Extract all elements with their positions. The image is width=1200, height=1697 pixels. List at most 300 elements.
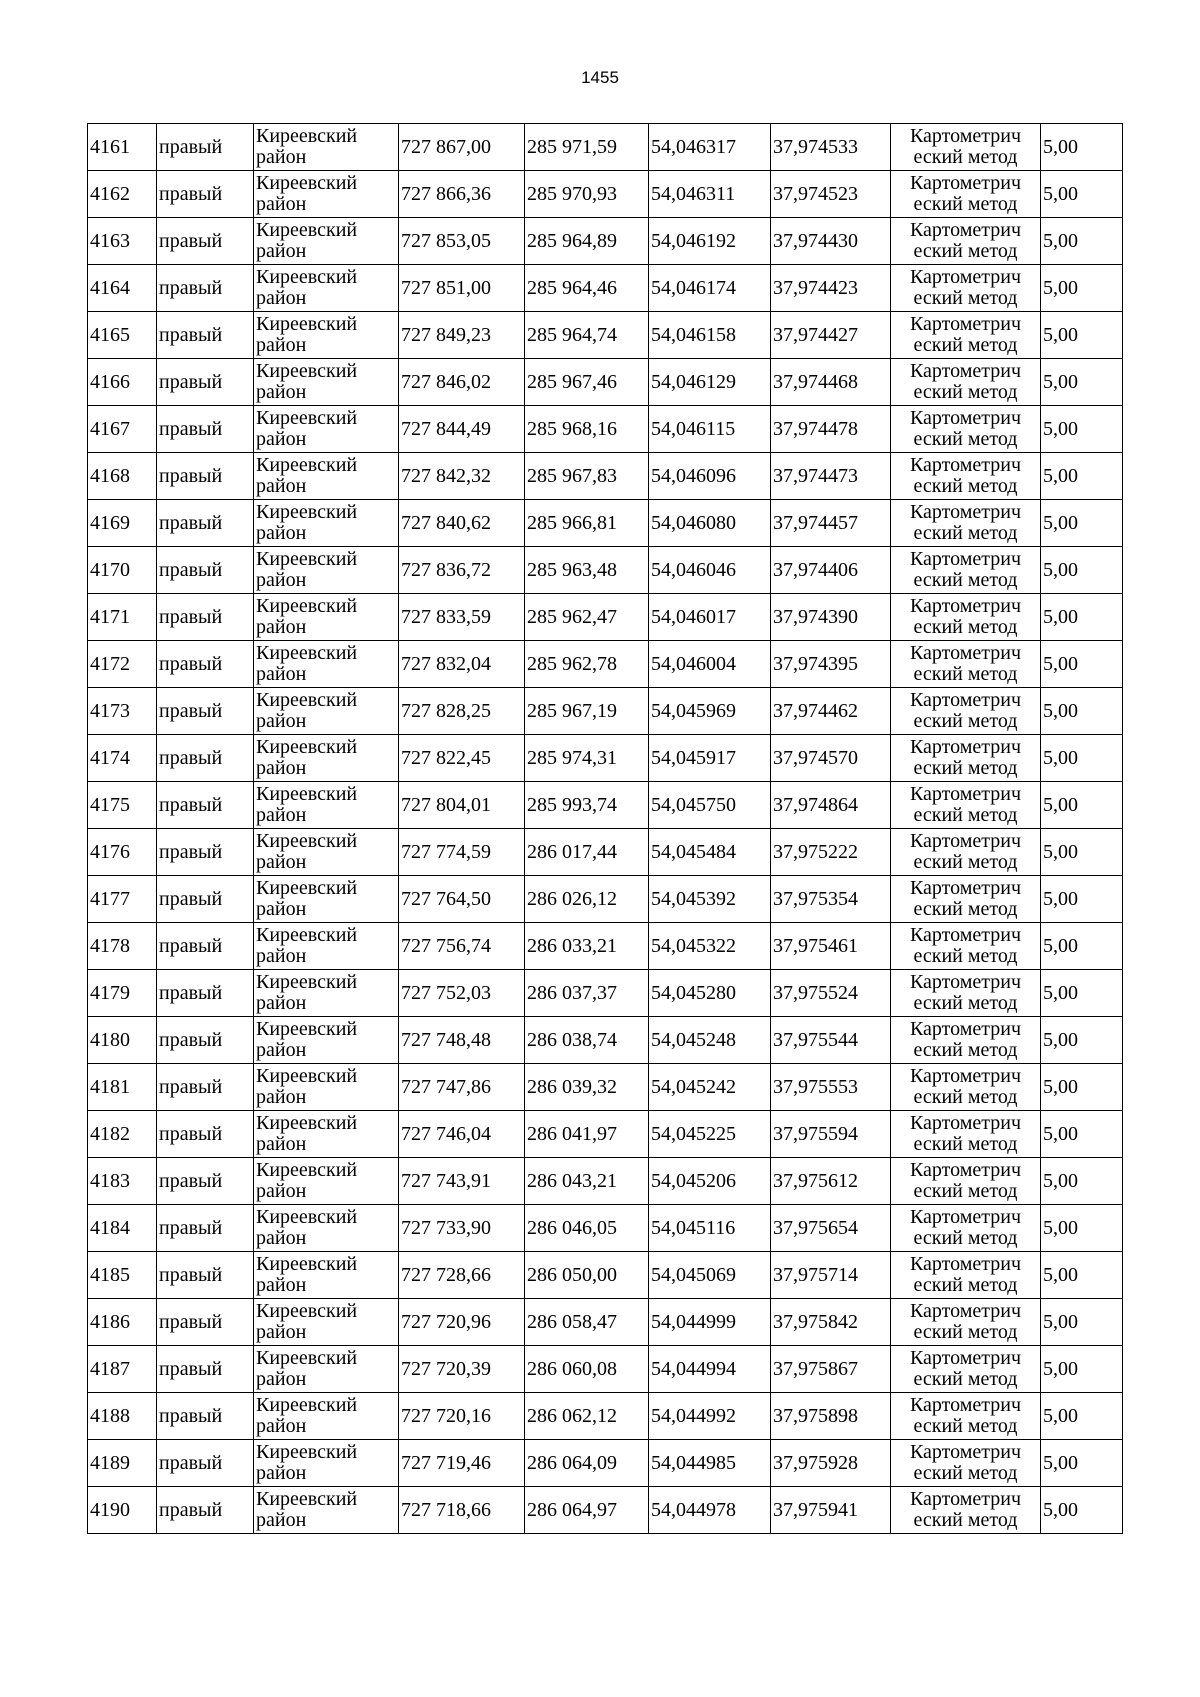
cell-side: правый — [157, 265, 254, 312]
cell-longitude: 37,975898 — [771, 1393, 891, 1440]
cell-side: правый — [157, 1487, 254, 1534]
method-line-1: Картометрич — [909, 1206, 1022, 1228]
cell-method — [891, 218, 1041, 265]
cell-district — [254, 406, 399, 453]
cell-district — [254, 1252, 399, 1299]
cell-y-coordinate: 285 962,78 — [525, 641, 649, 688]
cell-accuracy: 5,00 — [1041, 923, 1123, 970]
cell-district — [254, 453, 399, 500]
cell-x-coordinate: 727 836,72 — [399, 547, 525, 594]
method-line-2: еский метод — [913, 1509, 1018, 1531]
cell-point-number: 4174 — [88, 735, 157, 782]
district-line-2: район — [256, 1133, 307, 1155]
district-line-1: Киреевский — [256, 1159, 358, 1181]
cell-latitude: 54,046129 — [649, 359, 771, 406]
table-row — [88, 641, 1123, 688]
cell-point-number: 4170 — [88, 547, 157, 594]
district-line-1: Киреевский — [256, 1112, 358, 1134]
district-line-1: Киреевский — [256, 454, 358, 476]
cell-latitude: 54,045225 — [649, 1111, 771, 1158]
cell-side: правый — [157, 1346, 254, 1393]
district-line-2: район — [256, 1462, 307, 1484]
cell-method — [891, 1252, 1041, 1299]
cell-accuracy: 5,00 — [1041, 359, 1123, 406]
cell-side: правый — [157, 923, 254, 970]
cell-point-number: 4184 — [88, 1205, 157, 1252]
cell-side: правый — [157, 1205, 254, 1252]
cell-side: правый — [157, 218, 254, 265]
cell-latitude: 54,045116 — [649, 1205, 771, 1252]
method-line-1: Картометрич — [909, 454, 1022, 476]
cell-method — [891, 1205, 1041, 1252]
cell-accuracy: 5,00 — [1041, 594, 1123, 641]
method-line-2: еский метод — [913, 287, 1018, 309]
cell-point-number: 4178 — [88, 923, 157, 970]
cell-district — [254, 829, 399, 876]
cell-x-coordinate: 727 746,04 — [399, 1111, 525, 1158]
cell-accuracy: 5,00 — [1041, 406, 1123, 453]
table-row — [88, 1111, 1123, 1158]
cell-x-coordinate: 727 833,59 — [399, 594, 525, 641]
table-body — [88, 124, 1123, 1534]
cell-longitude: 37,974395 — [771, 641, 891, 688]
cell-method — [891, 970, 1041, 1017]
cell-longitude: 37,974864 — [771, 782, 891, 829]
cell-method — [891, 829, 1041, 876]
cell-y-coordinate: 285 966,81 — [525, 500, 649, 547]
cell-side: правый — [157, 876, 254, 923]
table-row — [88, 124, 1123, 171]
cell-district — [254, 735, 399, 782]
cell-longitude: 37,975222 — [771, 829, 891, 876]
cell-district — [254, 312, 399, 359]
district-line-2: район — [256, 287, 307, 309]
cell-latitude: 54,045248 — [649, 1017, 771, 1064]
cell-longitude: 37,974570 — [771, 735, 891, 782]
cell-latitude: 54,045069 — [649, 1252, 771, 1299]
cell-latitude: 54,045242 — [649, 1064, 771, 1111]
cell-method — [891, 735, 1041, 782]
district-line-1: Киреевский — [256, 172, 358, 194]
district-line-2: район — [256, 1039, 307, 1061]
cell-x-coordinate: 727 718,66 — [399, 1487, 525, 1534]
district-line-1: Киреевский — [256, 924, 358, 946]
district-line-2: район — [256, 1321, 307, 1343]
cell-point-number: 4189 — [88, 1440, 157, 1487]
cell-point-number: 4162 — [88, 171, 157, 218]
cell-latitude: 54,046311 — [649, 171, 771, 218]
district-line-2: район — [256, 569, 307, 591]
method-line-2: еский метод — [913, 1462, 1018, 1484]
cell-y-coordinate: 285 962,47 — [525, 594, 649, 641]
table-row — [88, 171, 1123, 218]
cell-point-number: 4177 — [88, 876, 157, 923]
method-line-2: еский метод — [913, 1415, 1018, 1437]
cell-y-coordinate: 285 967,83 — [525, 453, 649, 500]
cell-accuracy: 5,00 — [1041, 1158, 1123, 1205]
method-line-2: еский метод — [913, 663, 1018, 685]
cell-latitude: 54,044985 — [649, 1440, 771, 1487]
table-row — [88, 500, 1123, 547]
table-row — [88, 453, 1123, 500]
cell-y-coordinate: 286 046,05 — [525, 1205, 649, 1252]
cell-accuracy: 5,00 — [1041, 970, 1123, 1017]
district-line-1: Киреевский — [256, 1347, 358, 1369]
district-line-2: район — [256, 381, 307, 403]
method-line-1: Картометрич — [909, 125, 1022, 147]
cell-method — [891, 453, 1041, 500]
cell-y-coordinate: 285 993,74 — [525, 782, 649, 829]
method-line-2: еский метод — [913, 1368, 1018, 1390]
table-row — [88, 782, 1123, 829]
method-line-1: Картометрич — [909, 313, 1022, 335]
cell-district — [254, 547, 399, 594]
cell-method — [891, 1440, 1041, 1487]
cell-point-number: 4180 — [88, 1017, 157, 1064]
method-line-2: еский метод — [913, 381, 1018, 403]
cell-method — [891, 171, 1041, 218]
cell-accuracy: 5,00 — [1041, 1064, 1123, 1111]
cell-accuracy: 5,00 — [1041, 547, 1123, 594]
cell-x-coordinate: 727 752,03 — [399, 970, 525, 1017]
table-row — [88, 1346, 1123, 1393]
method-line-1: Картометрич — [909, 1441, 1022, 1463]
cell-district — [254, 171, 399, 218]
table-row — [88, 735, 1123, 782]
cell-point-number: 4183 — [88, 1158, 157, 1205]
cell-longitude: 37,975461 — [771, 923, 891, 970]
cell-side: правый — [157, 1440, 254, 1487]
method-line-2: еский метод — [913, 475, 1018, 497]
coordinates-table — [87, 123, 1123, 1534]
district-line-1: Киреевский — [256, 407, 358, 429]
method-line-2: еский метод — [913, 710, 1018, 732]
cell-point-number: 4173 — [88, 688, 157, 735]
cell-latitude: 54,046115 — [649, 406, 771, 453]
table-row — [88, 970, 1123, 1017]
cell-y-coordinate: 285 967,19 — [525, 688, 649, 735]
method-line-2: еский метод — [913, 1274, 1018, 1296]
cell-latitude: 54,045322 — [649, 923, 771, 970]
cell-y-coordinate: 286 038,74 — [525, 1017, 649, 1064]
cell-latitude: 54,046017 — [649, 594, 771, 641]
cell-latitude: 54,046317 — [649, 124, 771, 171]
cell-x-coordinate: 727 840,62 — [399, 500, 525, 547]
cell-side: правый — [157, 1252, 254, 1299]
district-line-1: Киреевский — [256, 1206, 358, 1228]
cell-y-coordinate: 285 971,59 — [525, 124, 649, 171]
cell-method — [891, 923, 1041, 970]
table-row — [88, 1064, 1123, 1111]
cell-accuracy: 5,00 — [1041, 829, 1123, 876]
cell-x-coordinate: 727 851,00 — [399, 265, 525, 312]
cell-latitude: 54,046004 — [649, 641, 771, 688]
cell-x-coordinate: 727 828,25 — [399, 688, 525, 735]
district-line-1: Киреевский — [256, 1253, 358, 1275]
cell-longitude: 37,975524 — [771, 970, 891, 1017]
district-line-2: район — [256, 898, 307, 920]
method-line-1: Картометрич — [909, 1253, 1022, 1275]
table-row — [88, 1393, 1123, 1440]
cell-y-coordinate: 286 043,21 — [525, 1158, 649, 1205]
cell-longitude: 37,974406 — [771, 547, 891, 594]
cell-point-number: 4168 — [88, 453, 157, 500]
district-line-1: Киреевский — [256, 1488, 358, 1510]
cell-point-number: 4186 — [88, 1299, 157, 1346]
cell-district — [254, 1111, 399, 1158]
cell-accuracy: 5,00 — [1041, 1205, 1123, 1252]
cell-point-number: 4185 — [88, 1252, 157, 1299]
method-line-1: Картометрич — [909, 1347, 1022, 1369]
cell-method — [891, 406, 1041, 453]
method-line-2: еский метод — [913, 240, 1018, 262]
cell-method — [891, 500, 1041, 547]
cell-x-coordinate: 727 764,50 — [399, 876, 525, 923]
district-line-2: район — [256, 757, 307, 779]
table-row — [88, 406, 1123, 453]
method-line-2: еский метод — [913, 804, 1018, 826]
cell-longitude: 37,975354 — [771, 876, 891, 923]
table-row — [88, 829, 1123, 876]
cell-side: правый — [157, 1299, 254, 1346]
method-line-1: Картометрич — [909, 407, 1022, 429]
cell-x-coordinate: 727 747,86 — [399, 1064, 525, 1111]
district-line-2: район — [256, 1368, 307, 1390]
district-line-2: район — [256, 616, 307, 638]
table-row — [88, 876, 1123, 923]
district-line-1: Киреевский — [256, 219, 358, 241]
district-line-1: Киреевский — [256, 501, 358, 523]
method-line-2: еский метод — [913, 334, 1018, 356]
cell-district — [254, 970, 399, 1017]
cell-side: правый — [157, 688, 254, 735]
cell-method — [891, 547, 1041, 594]
cell-district — [254, 1158, 399, 1205]
cell-method — [891, 312, 1041, 359]
method-line-1: Картометрич — [909, 642, 1022, 664]
cell-side: правый — [157, 1111, 254, 1158]
cell-district — [254, 1064, 399, 1111]
cell-latitude: 54,044992 — [649, 1393, 771, 1440]
method-line-2: еский метод — [913, 616, 1018, 638]
cell-longitude: 37,974430 — [771, 218, 891, 265]
cell-y-coordinate: 286 064,97 — [525, 1487, 649, 1534]
method-line-1: Картометрич — [909, 1300, 1022, 1322]
cell-side: правый — [157, 594, 254, 641]
method-line-1: Картометрич — [909, 1159, 1022, 1181]
district-line-1: Киреевский — [256, 783, 358, 805]
district-line-2: район — [256, 663, 307, 685]
cell-longitude: 37,974457 — [771, 500, 891, 547]
district-line-1: Киреевский — [256, 830, 358, 852]
cell-method — [891, 1299, 1041, 1346]
cell-point-number: 4165 — [88, 312, 157, 359]
cell-side: правый — [157, 1017, 254, 1064]
method-line-1: Картометрич — [909, 1394, 1022, 1416]
table-row — [88, 265, 1123, 312]
table-row — [88, 218, 1123, 265]
method-line-2: еский метод — [913, 898, 1018, 920]
cell-longitude: 37,975941 — [771, 1487, 891, 1534]
district-line-2: район — [256, 475, 307, 497]
district-line-1: Киреевский — [256, 313, 358, 335]
district-line-2: район — [256, 1227, 307, 1249]
cell-side: правый — [157, 171, 254, 218]
method-line-1: Картометрич — [909, 1018, 1022, 1040]
cell-point-number: 4169 — [88, 500, 157, 547]
cell-method — [891, 1393, 1041, 1440]
cell-method — [891, 688, 1041, 735]
cell-x-coordinate: 727 720,16 — [399, 1393, 525, 1440]
method-line-1: Картометрич — [909, 360, 1022, 382]
method-line-2: еский метод — [913, 1133, 1018, 1155]
cell-accuracy: 5,00 — [1041, 453, 1123, 500]
cell-method — [891, 594, 1041, 641]
cell-district — [254, 265, 399, 312]
method-line-2: еский метод — [913, 1227, 1018, 1249]
cell-longitude: 37,975612 — [771, 1158, 891, 1205]
cell-point-number: 4171 — [88, 594, 157, 641]
table-row — [88, 359, 1123, 406]
cell-latitude: 54,045750 — [649, 782, 771, 829]
method-line-1: Картометрич — [909, 595, 1022, 617]
cell-y-coordinate: 286 026,12 — [525, 876, 649, 923]
cell-accuracy: 5,00 — [1041, 1299, 1123, 1346]
cell-side: правый — [157, 782, 254, 829]
cell-district — [254, 500, 399, 547]
district-line-1: Киреевский — [256, 125, 358, 147]
cell-side: правый — [157, 735, 254, 782]
cell-point-number: 4179 — [88, 970, 157, 1017]
table-row — [88, 594, 1123, 641]
cell-district — [254, 218, 399, 265]
cell-method — [891, 1158, 1041, 1205]
cell-accuracy: 5,00 — [1041, 1017, 1123, 1064]
cell-longitude: 37,974390 — [771, 594, 891, 641]
cell-x-coordinate: 727 832,04 — [399, 641, 525, 688]
cell-district — [254, 1205, 399, 1252]
table-row — [88, 547, 1123, 594]
cell-method — [891, 1017, 1041, 1064]
cell-y-coordinate: 285 964,74 — [525, 312, 649, 359]
cell-latitude: 54,046158 — [649, 312, 771, 359]
cell-longitude: 37,974462 — [771, 688, 891, 735]
cell-point-number: 4190 — [88, 1487, 157, 1534]
table-row — [88, 1158, 1123, 1205]
method-line-1: Картометрич — [909, 1065, 1022, 1087]
cell-x-coordinate: 727 844,49 — [399, 406, 525, 453]
method-line-1: Картометрич — [909, 877, 1022, 899]
cell-accuracy: 5,00 — [1041, 641, 1123, 688]
cell-point-number: 4176 — [88, 829, 157, 876]
method-line-1: Картометрич — [909, 1488, 1022, 1510]
district-line-2: район — [256, 1274, 307, 1296]
district-line-1: Киреевский — [256, 1065, 358, 1087]
cell-longitude: 37,975553 — [771, 1064, 891, 1111]
cell-accuracy: 5,00 — [1041, 171, 1123, 218]
district-line-1: Киреевский — [256, 736, 358, 758]
district-line-2: район — [256, 851, 307, 873]
cell-accuracy: 5,00 — [1041, 265, 1123, 312]
cell-district — [254, 641, 399, 688]
cell-latitude: 54,044999 — [649, 1299, 771, 1346]
cell-accuracy: 5,00 — [1041, 1440, 1123, 1487]
cell-method — [891, 1064, 1041, 1111]
cell-accuracy: 5,00 — [1041, 312, 1123, 359]
district-line-2: район — [256, 334, 307, 356]
table-row — [88, 923, 1123, 970]
district-line-2: район — [256, 146, 307, 168]
cell-x-coordinate: 727 846,02 — [399, 359, 525, 406]
cell-x-coordinate: 727 866,36 — [399, 171, 525, 218]
cell-latitude: 54,045484 — [649, 829, 771, 876]
cell-point-number: 4188 — [88, 1393, 157, 1440]
table-row — [88, 1487, 1123, 1534]
cell-longitude: 37,974533 — [771, 124, 891, 171]
cell-x-coordinate: 727 804,01 — [399, 782, 525, 829]
table-row — [88, 1252, 1123, 1299]
cell-latitude: 54,045969 — [649, 688, 771, 735]
method-line-2: еский метод — [913, 1039, 1018, 1061]
table-row — [88, 1017, 1123, 1064]
cell-y-coordinate: 285 968,16 — [525, 406, 649, 453]
cell-x-coordinate: 727 728,66 — [399, 1252, 525, 1299]
cell-x-coordinate: 727 756,74 — [399, 923, 525, 970]
cell-district — [254, 594, 399, 641]
method-line-2: еский метод — [913, 757, 1018, 779]
cell-x-coordinate: 727 822,45 — [399, 735, 525, 782]
cell-side: правый — [157, 359, 254, 406]
cell-x-coordinate: 727 743,91 — [399, 1158, 525, 1205]
cell-point-number: 4163 — [88, 218, 157, 265]
district-line-2: район — [256, 240, 307, 262]
cell-x-coordinate: 727 849,23 — [399, 312, 525, 359]
cell-method — [891, 124, 1041, 171]
method-line-2: еский метод — [913, 569, 1018, 591]
cell-point-number: 4166 — [88, 359, 157, 406]
cell-y-coordinate: 286 064,09 — [525, 1440, 649, 1487]
cell-y-coordinate: 285 970,93 — [525, 171, 649, 218]
cell-x-coordinate: 727 748,48 — [399, 1017, 525, 1064]
cell-y-coordinate: 285 974,31 — [525, 735, 649, 782]
cell-district — [254, 688, 399, 735]
cell-y-coordinate: 285 963,48 — [525, 547, 649, 594]
cell-y-coordinate: 286 033,21 — [525, 923, 649, 970]
cell-point-number: 4181 — [88, 1064, 157, 1111]
cell-method — [891, 265, 1041, 312]
method-line-2: еский метод — [913, 1321, 1018, 1343]
cell-side: правый — [157, 641, 254, 688]
cell-y-coordinate: 285 964,46 — [525, 265, 649, 312]
cell-longitude: 37,974473 — [771, 453, 891, 500]
district-line-2: район — [256, 1509, 307, 1531]
cell-y-coordinate: 286 060,08 — [525, 1346, 649, 1393]
method-line-2: еский метод — [913, 1086, 1018, 1108]
cell-y-coordinate: 286 050,00 — [525, 1252, 649, 1299]
district-line-2: район — [256, 804, 307, 826]
table-row — [88, 1205, 1123, 1252]
cell-x-coordinate: 727 853,05 — [399, 218, 525, 265]
cell-side: правый — [157, 453, 254, 500]
method-line-2: еский метод — [913, 945, 1018, 967]
table-row — [88, 1440, 1123, 1487]
cell-method — [891, 876, 1041, 923]
cell-point-number: 4172 — [88, 641, 157, 688]
cell-side: правый — [157, 500, 254, 547]
cell-y-coordinate: 286 062,12 — [525, 1393, 649, 1440]
cell-longitude: 37,975654 — [771, 1205, 891, 1252]
page-number: 1455 — [581, 68, 619, 87]
